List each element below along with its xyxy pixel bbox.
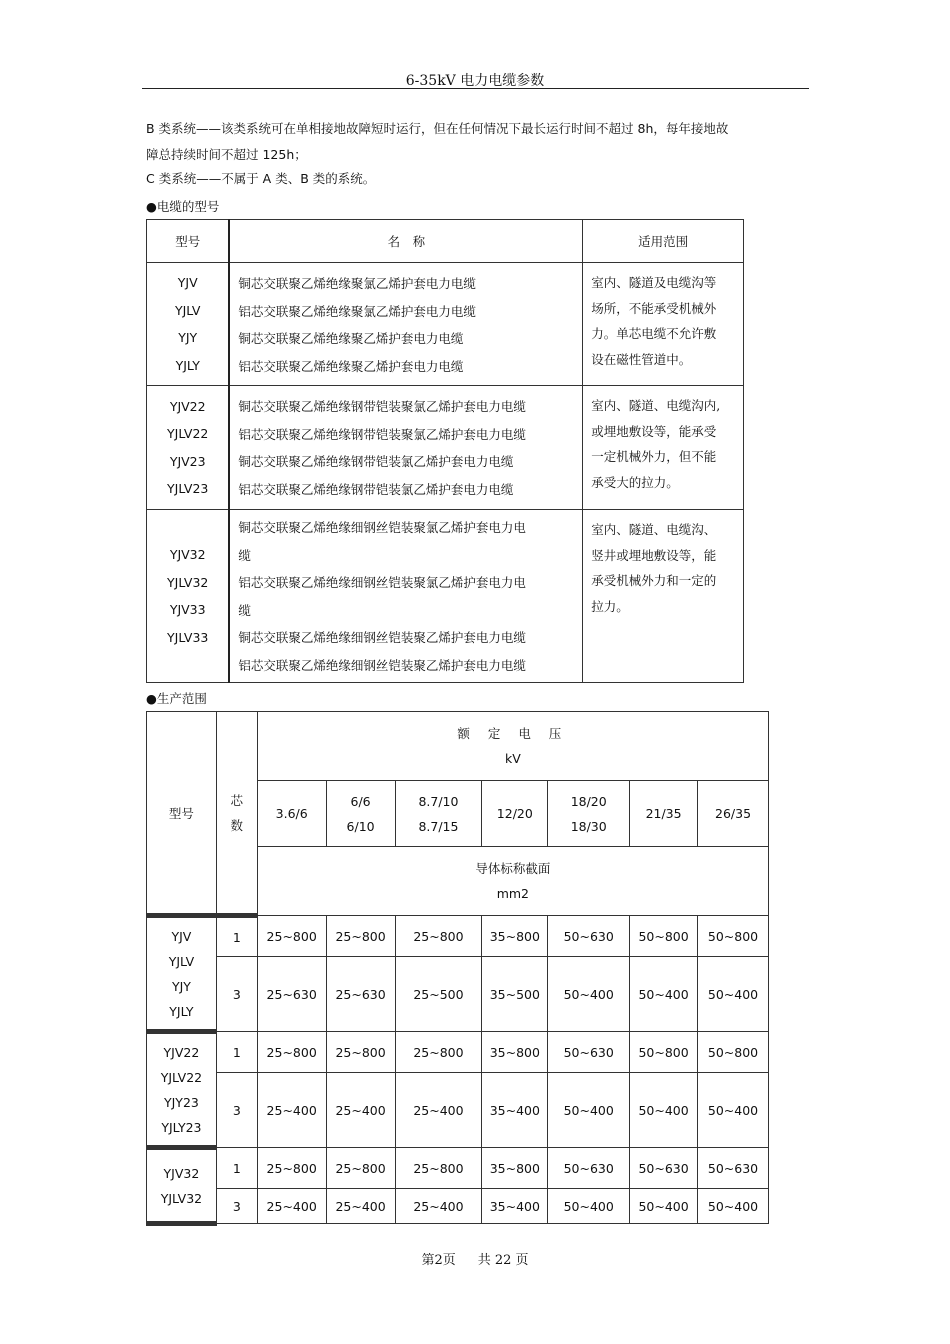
usage-line: 设在磁性管道中。	[591, 351, 692, 367]
voltage-value: 3.6/6	[275, 806, 308, 821]
table-row	[147, 957, 769, 1032]
range-cell: 50~800	[630, 916, 698, 957]
model-code: YJLV	[174, 302, 201, 318]
usage-cell	[583, 386, 744, 510]
range-cell: 50~400	[548, 957, 630, 1032]
voltage-title: 额 定 电 压	[457, 726, 569, 741]
usage-line: 或埋地敷设等，能承受	[591, 423, 717, 439]
usage-line: 室内、隧道、电缆沟内,	[591, 398, 721, 413]
range-cell: 35~400	[482, 1189, 548, 1224]
cable-name: 铝芯交联聚乙烯绝缘聚乙烯护套电力电缆	[238, 358, 464, 374]
range-cell: 50~400	[698, 957, 769, 1032]
usage-line: 拉力。	[591, 598, 629, 614]
cores-cell: 3	[216, 957, 257, 1032]
voltage-cell	[257, 781, 326, 847]
cable-name: 铝芯交联聚乙烯绝缘聚氯乙烯护套电力电缆	[238, 303, 476, 319]
model-code: YJLV22	[167, 426, 209, 441]
range-cell: 25~400	[395, 1073, 482, 1148]
model-code: YJLV32	[167, 574, 209, 590]
table-row	[147, 1148, 769, 1189]
model-code: YJLV32	[160, 1190, 203, 1206]
header-usage: 适用范围	[583, 220, 744, 263]
model-code: YJLV33	[167, 629, 209, 645]
model-code: YJV	[177, 275, 198, 290]
range-cell: 25~800	[326, 1032, 395, 1073]
usage-line: 力。单芯电缆不允许敷	[591, 326, 717, 341]
range-cell: 50~800	[698, 916, 769, 957]
range-cell: 35~800	[482, 1148, 548, 1189]
cable-name: 铝芯交联聚乙烯绝缘细钢丝铠装聚乙烯护套电力电缆	[238, 657, 526, 673]
table-row	[147, 1073, 769, 1148]
model-code: YJY	[178, 330, 198, 345]
voltage-cell	[395, 781, 482, 847]
range-cell: 35~500	[482, 957, 548, 1032]
range-cell: 50~630	[698, 1148, 769, 1189]
voltage-value: 8.7/10	[418, 793, 459, 809]
name-cell	[229, 386, 582, 510]
range-cell: 35~800	[482, 916, 548, 957]
model-cell	[147, 263, 230, 386]
voltage-cell	[698, 781, 769, 847]
range-cell: 25~630	[257, 957, 326, 1032]
range-cell: 50~400	[548, 1189, 630, 1224]
range-cell: 35~800	[482, 1032, 548, 1073]
range-cell: 50~400	[698, 1073, 769, 1148]
range-cell: 50~400	[630, 1189, 698, 1224]
usage-line: 室内、隧道及电缆沟等	[591, 275, 717, 290]
model-code: YJY23	[163, 1094, 199, 1110]
range-cell: 35~400	[482, 1073, 548, 1148]
model-cell	[147, 386, 230, 510]
range-cell: 25~400	[326, 1073, 395, 1148]
usage-line: 场所，不能承受机械外	[591, 300, 717, 316]
model-cell	[147, 1032, 217, 1148]
model-cell	[147, 916, 217, 1032]
voltage-value: 12/20	[496, 806, 533, 821]
range-cell: 50~630	[548, 916, 630, 957]
header-rule	[142, 88, 809, 89]
voltage-value: 18/20	[570, 793, 607, 809]
cable-name: 铝芯交联聚乙烯绝缘钢带铠装聚氯乙烯护套电力电缆	[238, 426, 526, 442]
header-cores-char: 芯	[230, 792, 244, 808]
table-row	[147, 386, 744, 510]
cable-name: 缆	[238, 547, 251, 563]
header-model: 型号	[147, 712, 217, 916]
header-model: 型号	[147, 220, 230, 263]
cable-name: 铝芯交联聚乙烯绝缘细钢丝铠装聚氯乙烯护套电力电	[238, 575, 526, 590]
model-code: YJV	[171, 928, 192, 944]
voltage-cell	[482, 781, 548, 847]
range-cell: 25~800	[395, 1032, 482, 1073]
page-number: 第2页	[421, 1253, 456, 1268]
table-row	[147, 916, 769, 957]
cable-name: 铜芯交联聚乙烯绝缘细钢丝铠装聚乙烯护套电力电缆	[238, 630, 526, 645]
range-cell: 50~400	[630, 1073, 698, 1148]
model-code: YJLY	[169, 1003, 194, 1019]
range-cell: 25~800	[257, 916, 326, 957]
model-code: YJV22	[163, 1044, 200, 1060]
cable-name: 铜芯交联聚乙烯绝缘细钢丝铠装聚氯乙烯护套电力电	[238, 520, 526, 535]
voltage-value: 21/35	[645, 806, 682, 821]
range-cell: 50~800	[630, 1032, 698, 1073]
usage-line: 竖井或埋地敷设等，能	[591, 547, 717, 563]
table-header-row	[147, 220, 744, 263]
usage-line: 一定机械外力，但不能	[591, 449, 717, 464]
header-cores-char: 数	[230, 817, 244, 833]
usage-line: 室内、隧道、电缆沟、	[591, 522, 717, 537]
range-cell: 25~400	[395, 1189, 482, 1224]
cable-name: 铝芯交联聚乙烯绝缘钢带铠装氯乙烯护套电力电缆	[238, 481, 514, 497]
voltage-value: 8.7/15	[418, 818, 459, 834]
model-code: YJY	[171, 978, 191, 994]
cores-cell: 1	[216, 916, 257, 957]
cable-name: 缆	[238, 602, 251, 618]
voltage-unit: kV	[504, 751, 521, 766]
header-name: 名 称	[229, 220, 582, 263]
range-cell: 50~630	[548, 1032, 630, 1073]
cable-type-table	[146, 219, 744, 683]
section-unit: mm2	[496, 886, 530, 901]
usage-line: 承受机械外力和一定的	[591, 573, 717, 588]
range-cell: 25~400	[326, 1189, 395, 1224]
model-cell	[147, 510, 230, 683]
voltage-cell	[630, 781, 698, 847]
model-code: YJLV23	[167, 481, 209, 496]
model-code: YJV32	[169, 547, 206, 562]
cores-cell: 3	[216, 1073, 257, 1148]
model-code: YJLY	[175, 357, 200, 373]
cable-name: 铜芯交联聚乙烯绝缘聚乙烯护套电力电缆	[238, 331, 464, 346]
model-code: YJLV	[168, 953, 195, 969]
voltage-header	[257, 712, 768, 781]
range-cell: 25~500	[395, 957, 482, 1032]
section-title-range: ●生产范围	[146, 691, 207, 706]
usage-cell	[583, 263, 744, 386]
range-cell: 50~400	[548, 1073, 630, 1148]
range-cell: 25~800	[326, 916, 395, 957]
table-row	[147, 1189, 769, 1224]
voltage-cell	[548, 781, 630, 847]
range-cell: 25~800	[257, 1148, 326, 1189]
range-cell: 25~800	[395, 916, 482, 957]
model-code: YJV32	[163, 1165, 200, 1181]
cable-name: 铜芯交联聚乙烯绝缘钢带铠装聚氯乙烯护套电力电缆	[238, 399, 526, 414]
cable-name: 铜芯交联聚乙烯绝缘聚氯乙烯护套电力电缆	[238, 276, 476, 291]
range-cell: 50~800	[698, 1032, 769, 1073]
table-row	[147, 1032, 769, 1073]
intro-line-2: 障总持续时间不超过 125h；	[146, 147, 307, 162]
page-footer	[0, 1249, 950, 1268]
model-cell	[147, 1148, 217, 1224]
range-cell: 50~630	[548, 1148, 630, 1189]
section-header	[257, 847, 768, 916]
header-cores	[216, 712, 257, 916]
cores-cell: 1	[216, 1032, 257, 1073]
range-cell: 50~400	[698, 1189, 769, 1224]
usage-cell	[583, 510, 744, 683]
range-cell: 25~800	[326, 1148, 395, 1189]
voltage-cell	[326, 781, 395, 847]
cores-cell: 1	[216, 1148, 257, 1189]
voltage-value: 26/35	[715, 806, 752, 821]
range-cell: 25~800	[395, 1148, 482, 1189]
name-cell	[229, 510, 582, 683]
range-cell: 50~400	[630, 957, 698, 1032]
model-code: YJV22	[169, 398, 206, 414]
section-title-models: ●电缆的型号	[146, 199, 220, 214]
model-code: YJV23	[169, 453, 206, 469]
page-header-title: 6-35kV 电力电缆参数	[405, 73, 545, 89]
range-cell: 25~400	[257, 1189, 326, 1224]
usage-line: 承受大的拉力。	[591, 474, 679, 490]
range-cell: 25~400	[257, 1073, 326, 1148]
voltage-value: 6/6	[350, 793, 371, 809]
range-cell: 25~800	[257, 1032, 326, 1073]
intro-line-1: B 类系统——该类系统可在单相接地故障短时运行，但在任何情况下最长运行时间不超过 8h，每年接地故	[146, 121, 729, 136]
range-cell: 25~630	[326, 957, 395, 1032]
name-cell	[229, 263, 582, 386]
voltage-value: 6/10	[346, 818, 375, 834]
page-total: 共 22 页	[477, 1253, 529, 1268]
production-range-table	[146, 711, 769, 1226]
cable-name: 铜芯交联聚乙烯绝缘钢带铠装氯乙烯护套电力电缆	[238, 454, 514, 469]
cores-cell: 3	[216, 1189, 257, 1224]
intro-line-3: C 类系统——不属于 A 类、B 类的系统。	[146, 171, 376, 186]
table-row	[147, 263, 744, 386]
voltage-value: 18/30	[570, 818, 607, 834]
table-row	[147, 510, 744, 683]
voltage-title-row	[147, 712, 769, 781]
model-code: YJLY23	[161, 1119, 202, 1135]
model-code: YJLV22	[160, 1069, 203, 1085]
range-cell: 50~630	[630, 1148, 698, 1189]
model-code: YJV33	[169, 602, 206, 617]
section-title: 导体标称截面	[475, 861, 551, 876]
